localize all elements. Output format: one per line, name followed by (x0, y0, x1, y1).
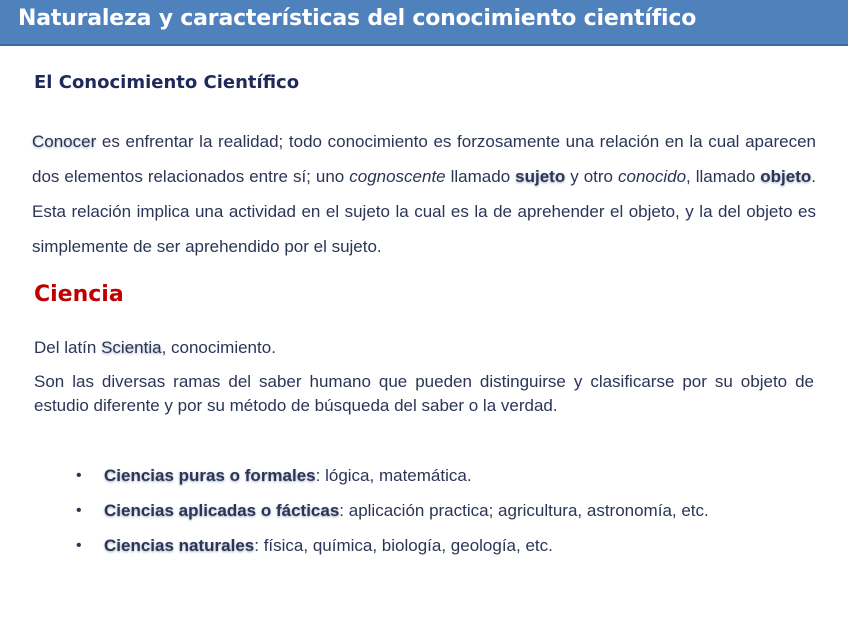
term-conocer: Conocer (32, 132, 97, 151)
text-run: es enfrentar la realidad; todo conocimiento es forzosamente una relación en la cual aparecen dos elementos relacionados entre sí; uno (32, 132, 816, 186)
bullet-icon: • (76, 537, 82, 554)
list-item-desc: : física, química, biología, geología, etc. (254, 536, 553, 555)
section-heading-conocimiento: El Conocimiento Científico (34, 72, 300, 93)
list-item (76, 528, 709, 563)
list-item-desc: : lógica, matemática. (315, 466, 472, 485)
list-item (76, 458, 709, 493)
term-conocido: conocido (617, 167, 687, 186)
text-run: Del latín (34, 338, 102, 357)
bullet-icon: • (76, 467, 82, 484)
ciencia-definition: Son las diversas ramas del saber humano que pueden distinguirse y clasificarse por su objeto de estudio diferente y por su método de búsqueda del saber o la verdad. (34, 372, 814, 415)
section-heading-ciencia: Ciencia (34, 282, 124, 307)
list-item-term: Ciencias puras o formales (104, 466, 316, 485)
list-item-term: Ciencias aplicadas o fácticas (104, 501, 340, 520)
list-item (76, 493, 709, 528)
bullet-icon: • (76, 502, 82, 519)
list-item-term: Ciencias naturales (104, 536, 255, 555)
latin-origin (34, 338, 814, 358)
list-item-desc: : aplicación practica; agricultura, astronomía, etc. (339, 501, 709, 520)
term-scientia: Scientia (101, 338, 162, 357)
term-sujeto: sujeto (515, 167, 566, 186)
ciencias-list (76, 458, 709, 563)
term-cognoscente: cognoscente (349, 167, 446, 186)
slide-title: Naturaleza y características del conocimiento científico (18, 6, 697, 31)
text-run: , conocimiento. (161, 338, 276, 357)
text-run: , llamado (686, 167, 761, 186)
term-objeto: objeto (760, 167, 812, 186)
conocimiento-paragraph (32, 124, 816, 264)
text-run: . Esta relación implica una actividad en el sujeto la cual es la de aprehender el objeto, y la del objeto es simplemente de ser aprehendido por el sujeto. (32, 167, 817, 256)
title-bar (0, 0, 848, 46)
text-run: y otro (565, 167, 618, 186)
text-run: llamado (445, 167, 516, 186)
